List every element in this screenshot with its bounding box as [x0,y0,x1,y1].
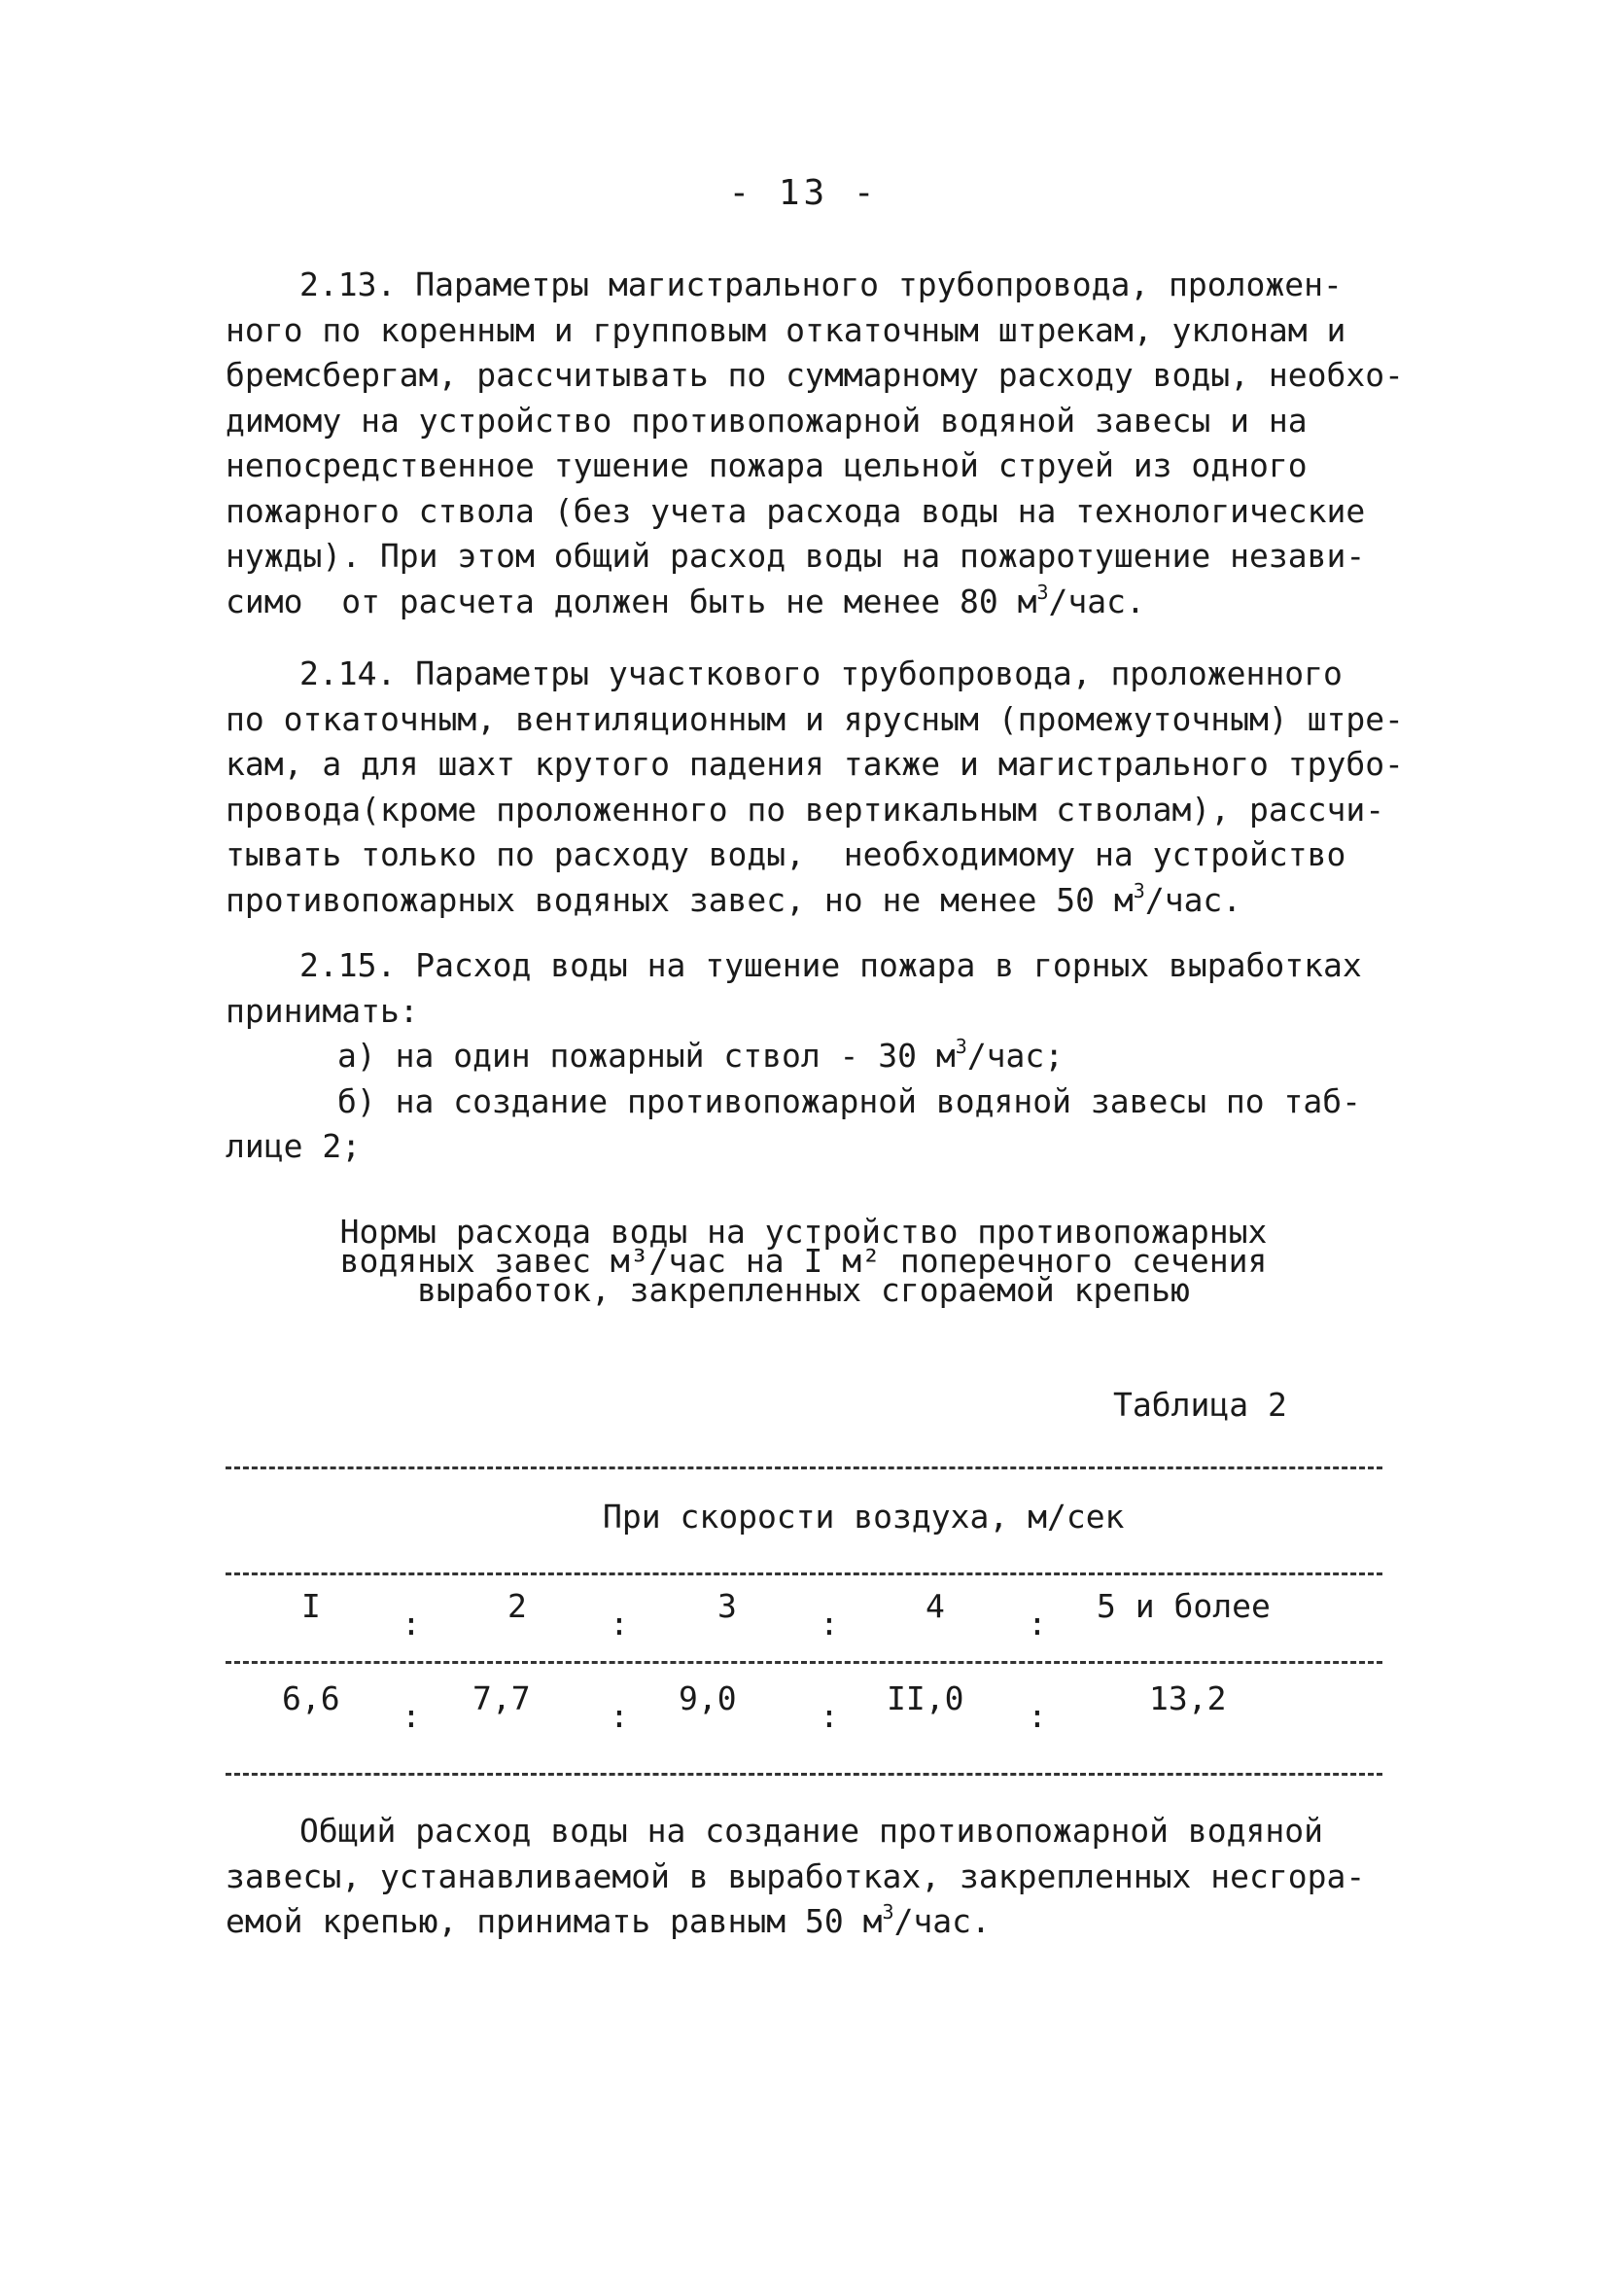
text-line: тывать только по расходу воды, необходимому на устройство [226,835,1346,873]
text-line: принимать: [226,991,419,1030]
text-line: лице 2; [226,1127,362,1165]
table-value: 6,6 [282,1679,340,1717]
column-header: 4 [926,1587,945,1625]
text-line: провода(кроме проложенного по вертикальным стволам), рассчи- [226,790,1385,829]
text-line [226,878,1392,924]
text-fragment: /час. [1048,582,1145,620]
text-line: Нормы расхода воды на устройство противопожарных [339,1213,1268,1251]
superscript: 3 [955,1035,967,1058]
page-number: - 13 - [728,173,879,213]
table-caption: Таблица 2 [1113,1386,1287,1424]
text-line: водяных завес м³/час на I м² поперечного сечения [339,1242,1268,1280]
table-title [0,1213,1607,1309]
text-line: завесы, устанавливаемой в выработках, закрепленных несгора- [226,1856,1366,1895]
column-header: I [301,1587,321,1625]
column-header: 2 [507,1587,527,1625]
table-rule [226,1773,1382,1776]
text-line: 2.13. Параметры магистрального трубопровода, проложен- [299,265,1343,303]
text-line: бремсбергам, рассчитывать по суммарному расходу воды, необхо- [226,356,1404,394]
paragraph-2-15 [226,943,1392,1170]
text-line [226,580,1392,625]
column-separator: : [610,1697,629,1735]
column-header: 3 [717,1587,737,1625]
text-fragment: симо от расчета должен быть не менее 80 м [226,582,1037,620]
column-separator: : [1028,1697,1047,1735]
text-fragment: /час. [1144,880,1242,919]
text-fragment: /час. [893,1902,991,1940]
text-line: 2.15. Расход воды на тушение пожара в горных выработках [299,946,1362,984]
text-fragment: а) на один пожарный ствол - 30 м [337,1037,956,1075]
text-line: по откаточным, вентиляционным и ярусным (промежуточным) штре- [226,699,1404,738]
table-value: 9,0 [679,1679,737,1717]
paragraph-2-13 [226,263,1404,624]
text-line: выработок, закрепленных сгораемой крепью [417,1271,1190,1309]
column-separator: : [610,1605,629,1643]
table-header: При скорости воздуха, м/сек [603,1498,1125,1536]
text-fragment: противопожарных водяных завес, но не менее 50 м [226,880,1134,919]
column-separator: : [1028,1605,1047,1643]
list-item-a [226,1034,1392,1079]
text-line: нужды). При этом общий расход воды на пожаротушение незави- [226,537,1366,575]
text-fragment: /час; [966,1037,1065,1075]
text-line: ного по коренным и групповым откаточным штрекам, уклонам и [226,310,1346,349]
text-line: непосредственное тушение пожара цельной струей из одного [226,446,1308,484]
text-line [226,1899,1392,1945]
text-line: димому на устройство противопожарной водяной завесы и на [226,401,1308,440]
table-value: II,0 [887,1679,964,1717]
column-header: 5 и более [1097,1587,1271,1625]
superscript: 3 [1036,580,1049,604]
text-fragment: емой крепью, принимать равным 50 м [226,1902,883,1940]
table-rule [226,1466,1382,1469]
paragraph-final [226,1809,1392,1945]
column-separator: : [402,1605,421,1643]
list-item-b: б) на создание противопожарной водяной завесы по таб- [337,1081,1361,1120]
table-rule [226,1572,1382,1575]
column-separator: : [820,1605,839,1643]
text-line: Общий расход воды на создание противопожарной водяной [299,1812,1323,1850]
column-separator: : [402,1697,421,1735]
text-line: кам, а для шахт крутого падения также и магистрального трубо- [226,745,1404,783]
column-separator: : [820,1697,839,1735]
text-line: 2.14. Параметры участкового трубопровода, проложенного [299,654,1343,692]
table-rule [226,1661,1382,1664]
paragraph-2-14 [226,652,1404,923]
table-value: 13,2 [1149,1679,1227,1717]
text-line: пожарного ствола (без учета расхода воды на технологические [226,491,1366,530]
superscript: 3 [1133,878,1145,902]
superscript: 3 [882,1900,894,1924]
table-value: 7,7 [472,1679,531,1717]
